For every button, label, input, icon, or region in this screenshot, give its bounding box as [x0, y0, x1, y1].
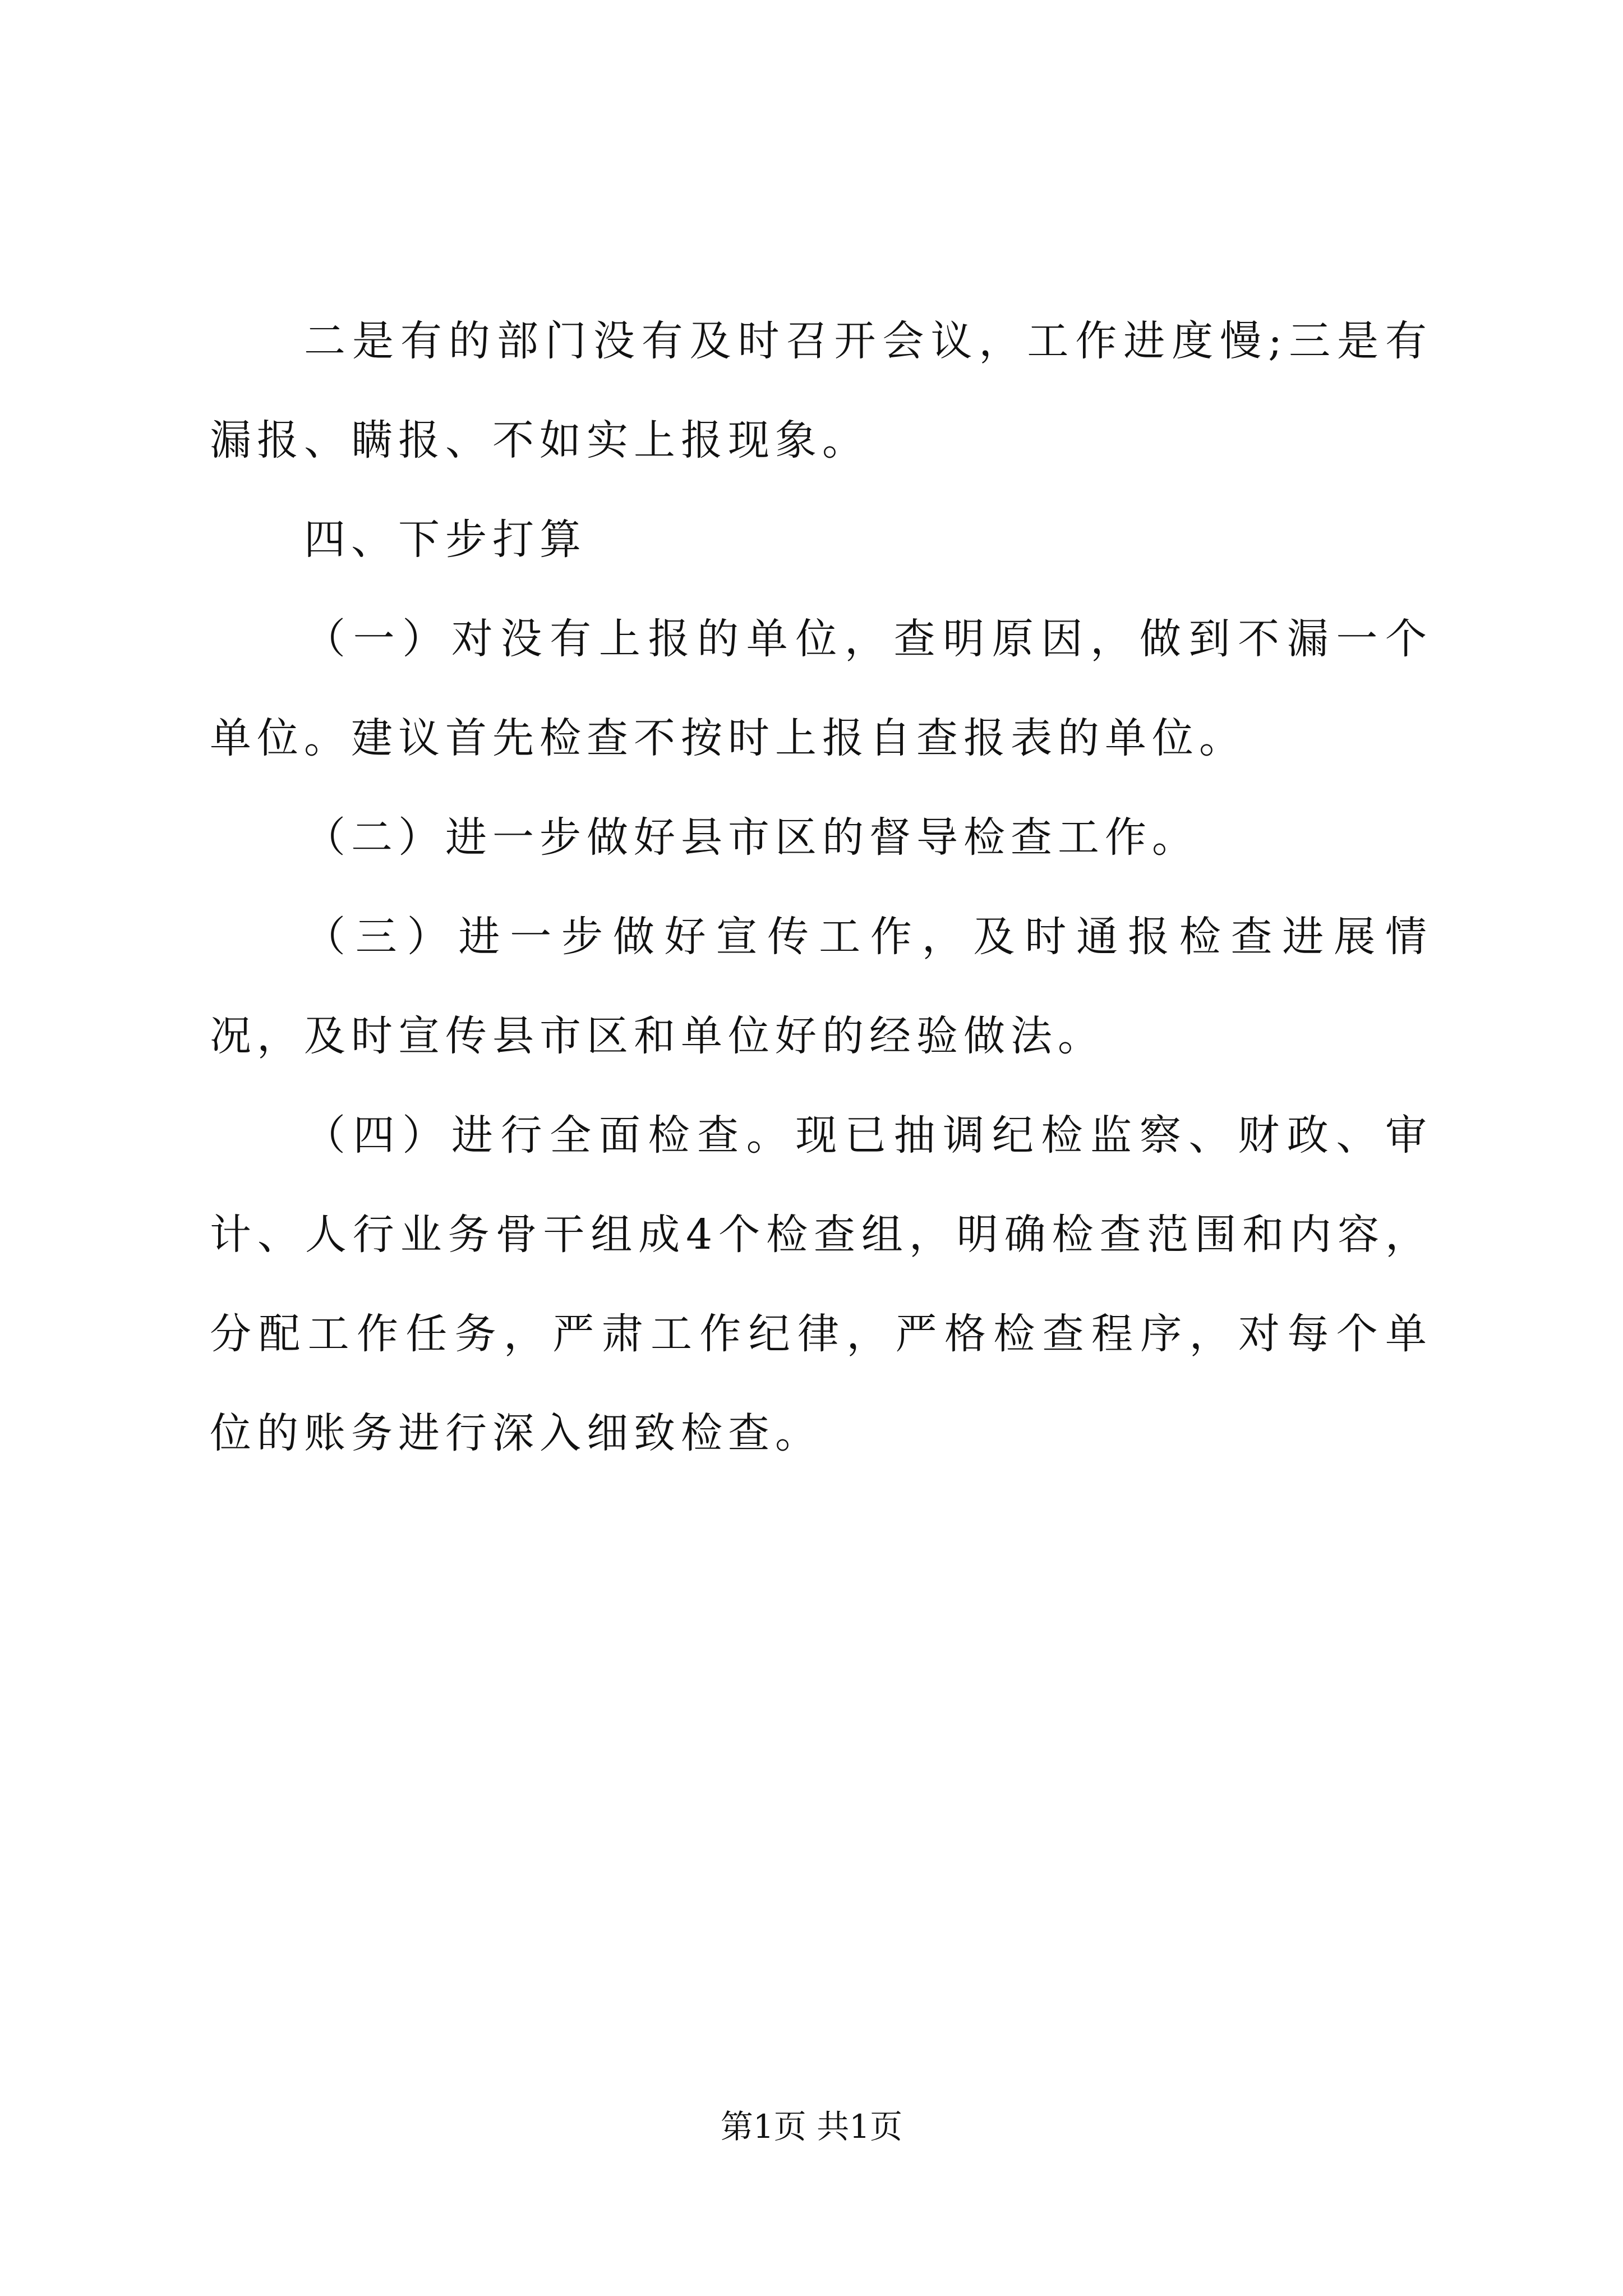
paragraph-item-1: （一）对没有上报的单位，查明原因，做到不漏一个单位。建议首先检查不按时上报自查报表的单位。 — [210, 615, 1432, 762]
section-heading-next-steps: 四、下步打算 — [304, 516, 587, 564]
document-body — [210, 292, 1432, 1483]
paragraph-item-3: （三）进一步做好宣传工作，及时通报检查进展情况，及时宣传县市区和单位好的经验做法。 — [210, 913, 1432, 1060]
paragraph-problems: 二是有的部门没有及时召开会议，工作进度慢;三是有漏报、瞒报、不如实上报现象。 — [210, 317, 1432, 464]
paragraph-item-2: （二）进一步做好县市区的督导检查工作。 — [304, 813, 1199, 862]
page-number-footer: 第1页 共1页 — [720, 2108, 903, 2146]
paragraph-item-4: （四）进行全面检查。现已抽调纪检监察、财政、审计、人行业务骨干组成4个检查组，明确检查范围和内容，分配工作任务，严肃工作纪律，严格检查程序，对每个单位的账务进行深入细致检查。 — [210, 1111, 1432, 1457]
